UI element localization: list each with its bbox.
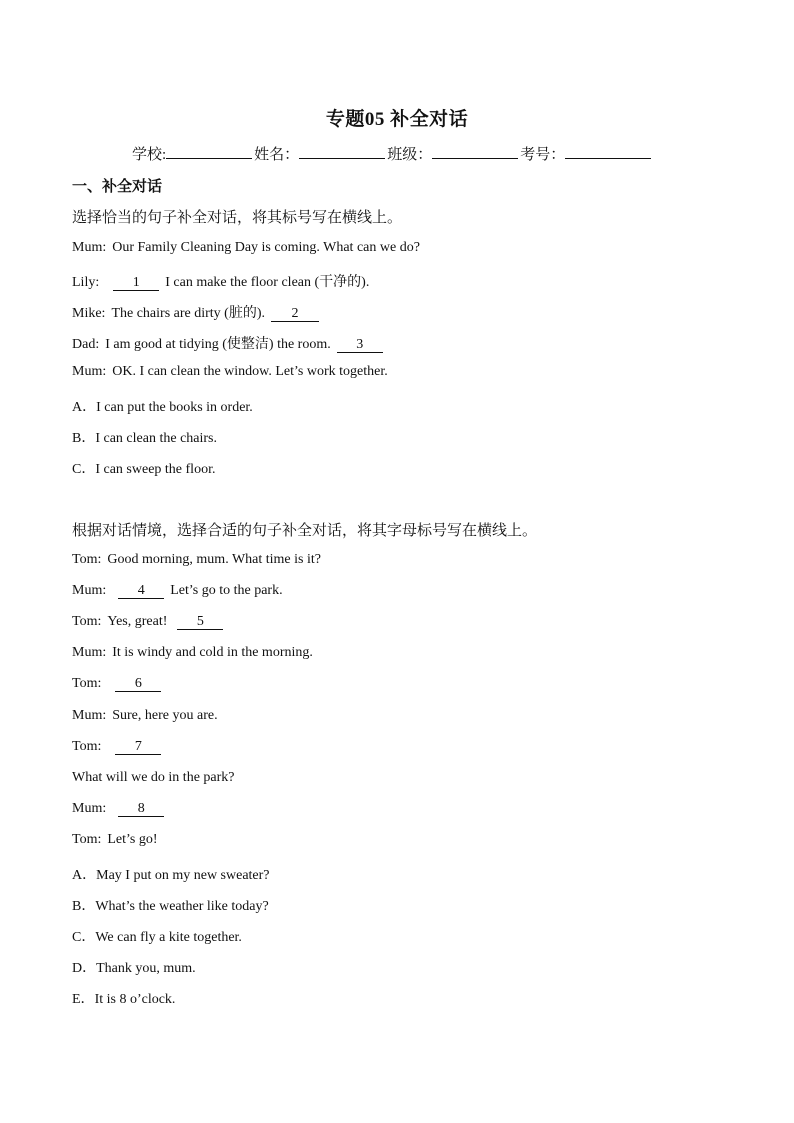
speaker: Tom: — [72, 832, 102, 847]
speaker: Mum: — [72, 645, 107, 660]
number-blank[interactable] — [565, 144, 651, 159]
answer-blank-8[interactable]: 8 — [118, 802, 164, 817]
option-text: What’s the weather like today? — [95, 899, 269, 914]
line-text: Let’s go! — [107, 832, 158, 847]
dialogue-line — [72, 739, 161, 755]
dialogue-line — [72, 302, 319, 322]
dialogue-line — [72, 333, 383, 353]
student-info-line — [132, 143, 653, 164]
part2-instruction: 根据对话情境，选择合适的句子补全对话，将其字母标号写在横线上。 — [72, 523, 538, 539]
page-title: 专题05 补全对话 — [325, 109, 469, 130]
line-text: Sure, here you are. — [112, 708, 218, 723]
dialogue-line — [72, 770, 235, 786]
name-label: 姓名： — [254, 147, 300, 163]
dialogue-line — [72, 676, 161, 692]
option-item — [72, 864, 270, 884]
dialogue-line — [72, 801, 164, 817]
speaker: Tom: — [72, 676, 102, 691]
speaker: Mum: — [72, 364, 107, 379]
option-text: It is 8 o’clock. — [94, 992, 176, 1007]
option-label: C． — [72, 930, 96, 945]
speaker: Mum: — [72, 240, 107, 255]
option-item — [72, 957, 196, 977]
line-text: It is windy and cold in the morning. — [112, 645, 313, 660]
answer-blank-3[interactable]: 3 — [337, 338, 383, 353]
part1-instruction: 选择恰当的句子补全对话，将其标号写在横线上。 — [72, 210, 403, 226]
speaker: Lily: — [72, 275, 100, 290]
dialogue-line — [72, 645, 313, 661]
option-item — [72, 895, 269, 915]
dialogue-line — [72, 364, 388, 380]
speaker: Tom: — [72, 552, 102, 567]
option-label: D． — [72, 961, 97, 976]
option-item — [72, 458, 215, 478]
option-text: We can fly a kite together. — [95, 930, 242, 945]
answer-blank-6[interactable]: 6 — [115, 677, 161, 692]
answer-blank-1[interactable]: 1 — [113, 276, 159, 291]
option-text: Thank you, mum. — [96, 961, 196, 976]
speaker: Dad: — [72, 337, 100, 352]
speaker: Mum: — [72, 708, 107, 723]
option-label: C． — [72, 462, 96, 477]
option-item — [72, 988, 175, 1008]
line-text: OK. I can clean the window. Let’s work together. — [112, 364, 388, 379]
answer-blank-7[interactable]: 7 — [115, 740, 161, 755]
speaker: Tom: — [72, 614, 102, 629]
option-text: I can clean the chairs. — [95, 431, 217, 446]
class-label: 班级： — [387, 147, 433, 163]
option-text: May I put on my new sweater? — [96, 868, 270, 883]
speaker: Mum: — [72, 801, 107, 816]
line-text: Let’s go to the park. — [170, 583, 283, 598]
option-label: B． — [72, 899, 96, 914]
section-heading: 一、补全对话 — [72, 179, 163, 195]
dialogue-line — [72, 832, 158, 848]
line-text: What will we do in the park? — [72, 770, 235, 785]
line-text: The chairs are dirty (脏的). — [111, 306, 266, 321]
answer-blank-5[interactable]: 5 — [177, 615, 223, 630]
dialogue-line — [72, 614, 223, 630]
speaker: Tom: — [72, 739, 102, 754]
line-text: Good morning, mum. What time is it? — [107, 552, 321, 567]
school-label: 学校: — [132, 147, 167, 163]
line-text: Yes, great! — [107, 614, 168, 629]
line-text: I can make the floor clean (干净的). — [165, 275, 370, 290]
option-text: I can sweep the floor. — [95, 462, 216, 477]
option-label: A． — [72, 868, 97, 883]
class-blank[interactable] — [432, 144, 518, 159]
name-blank[interactable] — [299, 144, 385, 159]
dialogue-line — [72, 708, 218, 724]
school-blank[interactable] — [166, 144, 252, 159]
line-text: Our Family Cleaning Day is coming. What can we do? — [112, 240, 420, 255]
option-text: I can put the books in order. — [96, 400, 253, 415]
option-label: B． — [72, 431, 96, 446]
answer-blank-2[interactable]: 2 — [271, 307, 319, 322]
dialogue-line — [72, 552, 321, 568]
dialogue-line — [72, 240, 420, 256]
speaker: Mike: — [72, 306, 106, 321]
answer-blank-4[interactable]: 4 — [118, 584, 164, 599]
dialogue-line — [72, 583, 283, 599]
line-text: I am good at tidying (使整洁) the room. — [105, 337, 331, 352]
dialogue-line — [72, 271, 369, 291]
option-item — [72, 926, 242, 946]
speaker: Mum: — [72, 583, 107, 598]
option-item — [72, 396, 253, 416]
option-label: A． — [72, 400, 97, 415]
number-label: 考号： — [520, 147, 566, 163]
option-label: E． — [72, 992, 95, 1007]
option-item — [72, 427, 217, 447]
